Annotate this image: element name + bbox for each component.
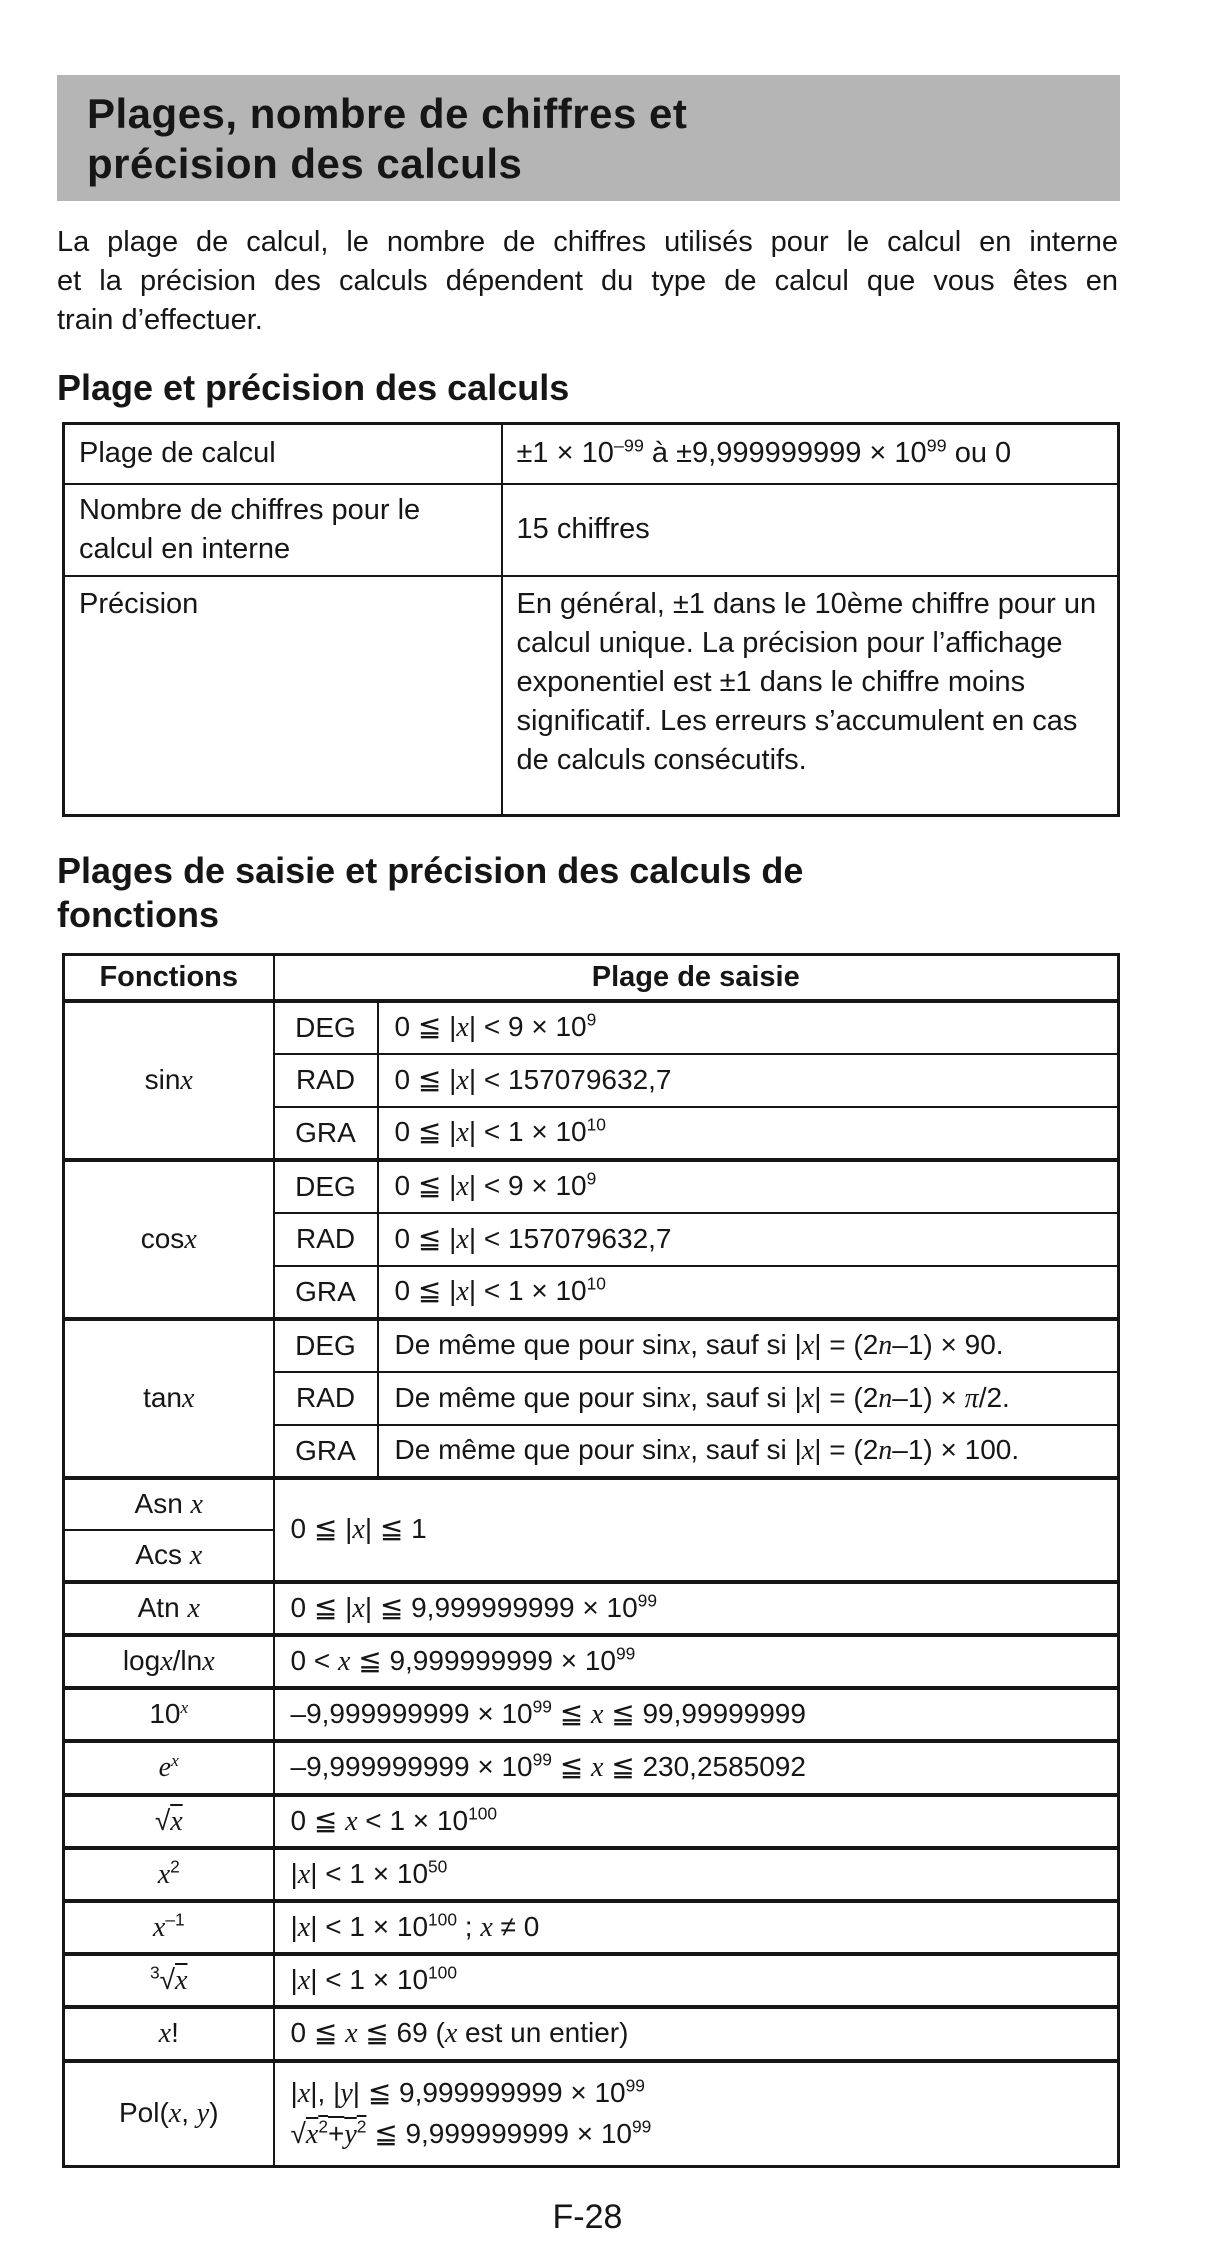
range-cell: $-9,999999999 \times 10^{99}$ ≦ x ≦ 230,2585092 [274, 1741, 1119, 1795]
range-cell: 0 ≦ |x| ≦ 1 [274, 1478, 1119, 1582]
function-cell: $x^2$ [64, 1848, 274, 1901]
range-cell: 0 ≦ |x| ≦ $9,999999999 \times 10^{99}$ [274, 1582, 1119, 1635]
range-cell: 0 < x ≦ $9,999999999 \times 10^{99}$ [274, 1635, 1119, 1688]
pol-range-line-1: |x|, |y| ≦ $9,999999999 \times 10^{99}$ [290, 2075, 645, 2109]
row-value-cell: $\pm 1 \times 10^{-99}$ à $\pm 9,999999999 \times 10^{99}$ ou 0 [502, 424, 1119, 484]
section2-heading [57, 849, 1118, 937]
section1-heading: Plage et précision des calculs [57, 367, 570, 408]
table-row-tanx-deg [64, 1319, 1119, 1372]
function-cell: Acs x [64, 1530, 274, 1582]
function-cell: logx/lnx [64, 1635, 274, 1688]
function-cell: $x^{-1}$ [64, 1901, 274, 1954]
page-title-band [57, 75, 1120, 201]
range-cell [274, 2061, 1119, 2167]
intro-paragraph [57, 223, 1118, 340]
table-row-x-inverse [64, 1901, 1119, 1954]
table-row [64, 484, 1119, 576]
function-cell: cosx [64, 1160, 274, 1319]
section2-heading-line-2: fonctions [57, 894, 219, 935]
table-row [64, 424, 1119, 484]
mode-cell: RAD [274, 1054, 378, 1107]
functions-column-header: Fonctions [64, 955, 274, 1001]
range-cell: 0 ≦ $|x| < 1 \times 10^{10}$ [378, 1107, 1119, 1160]
mode-cell: GRA [274, 1266, 378, 1319]
table-row-factorial [64, 2007, 1119, 2061]
range-cell: 0 ≦ $x < 1 \times 10^{100}$ [274, 1795, 1119, 1848]
function-cell: Atn x [64, 1582, 274, 1635]
table-row-cosx-deg [64, 1160, 1119, 1213]
function-cell: √x [64, 1795, 274, 1848]
input-range-column-header: Plage de saisie [274, 955, 1119, 1001]
function-input-range-table [62, 953, 1120, 2168]
function-cell: x! [64, 2007, 274, 2061]
table-row [64, 576, 1119, 816]
intro-line-1: La plage de calcul, le nombre de chiffres utilisés pour le calcul en interne [57, 226, 1118, 258]
mode-cell: DEG [274, 1001, 378, 1054]
row-value-cell: En général, ±1 dans le 10ème chiffre pour un calcul unique. La précision pour l’affichage exponentiel est ±1 dans le chiffre moins significatif. Les erreurs s’accumulent en cas de calculs consécutifs. [502, 576, 1119, 816]
mode-cell: RAD [274, 1213, 378, 1266]
function-cell: Asn x [64, 1478, 274, 1530]
table-row-e-pow-x [64, 1741, 1119, 1795]
intro-line-3: train d’effectuer. [57, 304, 263, 336]
pol-range-line-2: $√x^2+y^2$ ≦ $9,999999999 \times 10^{99}$ [290, 2116, 652, 2150]
page-title-line-2: précision des calculs [87, 140, 523, 187]
page-title-line-1: Plages, nombre de chiffres et [87, 90, 688, 137]
mode-cell: DEG [274, 1160, 378, 1213]
function-cell: $^3$√x [64, 1954, 274, 2007]
table-row-asn [64, 1478, 1119, 1530]
page-number: F-28 [552, 2198, 623, 2236]
range-cell: De même que pour sinx, sauf si |x| = (2n–1) × 100. [378, 1425, 1119, 1478]
table-row-cube-root [64, 1954, 1119, 2007]
function-cell: 10$^x$ [64, 1688, 274, 1741]
row-label-cell: Plage de calcul [64, 424, 502, 484]
row-value-cell: 15 chiffres [502, 484, 1119, 576]
range-cell: 0 ≦ $|x| < 1 \times 10^{10}$ [378, 1266, 1119, 1319]
table-row-sinx-deg [64, 1001, 1119, 1054]
table-row-pol [64, 2061, 1119, 2167]
table-row-atn [64, 1582, 1119, 1635]
range-cell: 0 ≦ |x| < 157079632,7 [378, 1054, 1119, 1107]
table-row-log-ln [64, 1635, 1119, 1688]
row-label-cell: Précision [64, 576, 502, 816]
range-cell: De même que pour sinx, sauf si |x| = (2n–1) × 90. [378, 1319, 1119, 1372]
row-label-cell: Nombre de chiffres pour le calcul en interne [64, 484, 502, 576]
range-cell: $|x| < 1 \times 10^{100}$ ; x ≠ 0 [274, 1901, 1119, 1954]
range-cell: De même que pour sinx, sauf si |x| = (2n–1) × π/2. [378, 1372, 1119, 1425]
table-row-x-squared [64, 1848, 1119, 1901]
function-cell: tanx [64, 1319, 274, 1478]
mode-cell: GRA [274, 1425, 378, 1478]
range-cell: 0 ≦ x ≦ 69 (x est un entier) [274, 2007, 1119, 2061]
mode-cell: RAD [274, 1372, 378, 1425]
calc-range-precision-table [62, 422, 1120, 817]
range-cell: $|x| < 1 \times 10^{50}$ [274, 1848, 1119, 1901]
function-cell: $e^x$ [64, 1741, 274, 1795]
mode-cell: DEG [274, 1319, 378, 1372]
intro-line-2: et la précision des calculs dépendent du type de calcul que vous êtes en [57, 265, 1118, 297]
mode-cell: GRA [274, 1107, 378, 1160]
range-cell: 0 ≦ $|x| < 9 \times 10^9$ [378, 1001, 1119, 1054]
function-cell: Pol(x, y) [64, 2061, 274, 2167]
function-cell: sinx [64, 1001, 274, 1160]
table-row-ten-pow-x [64, 1688, 1119, 1741]
range-cell: $|x| < 1 \times 10^{100}$ [274, 1954, 1119, 2007]
section2-heading-line-1: Plages de saisie et précision des calculs de [57, 850, 804, 891]
table-row-sqrt-x [64, 1795, 1119, 1848]
table-header-row [64, 955, 1119, 1001]
range-cell: $-9,999999999 \times 10^{99}$ ≦ x ≦ 99,99999999 [274, 1688, 1119, 1741]
range-cell: 0 ≦ $|x| < 9 \times 10^9$ [378, 1160, 1119, 1213]
range-cell: 0 ≦ |x| < 157079632,7 [378, 1213, 1119, 1266]
